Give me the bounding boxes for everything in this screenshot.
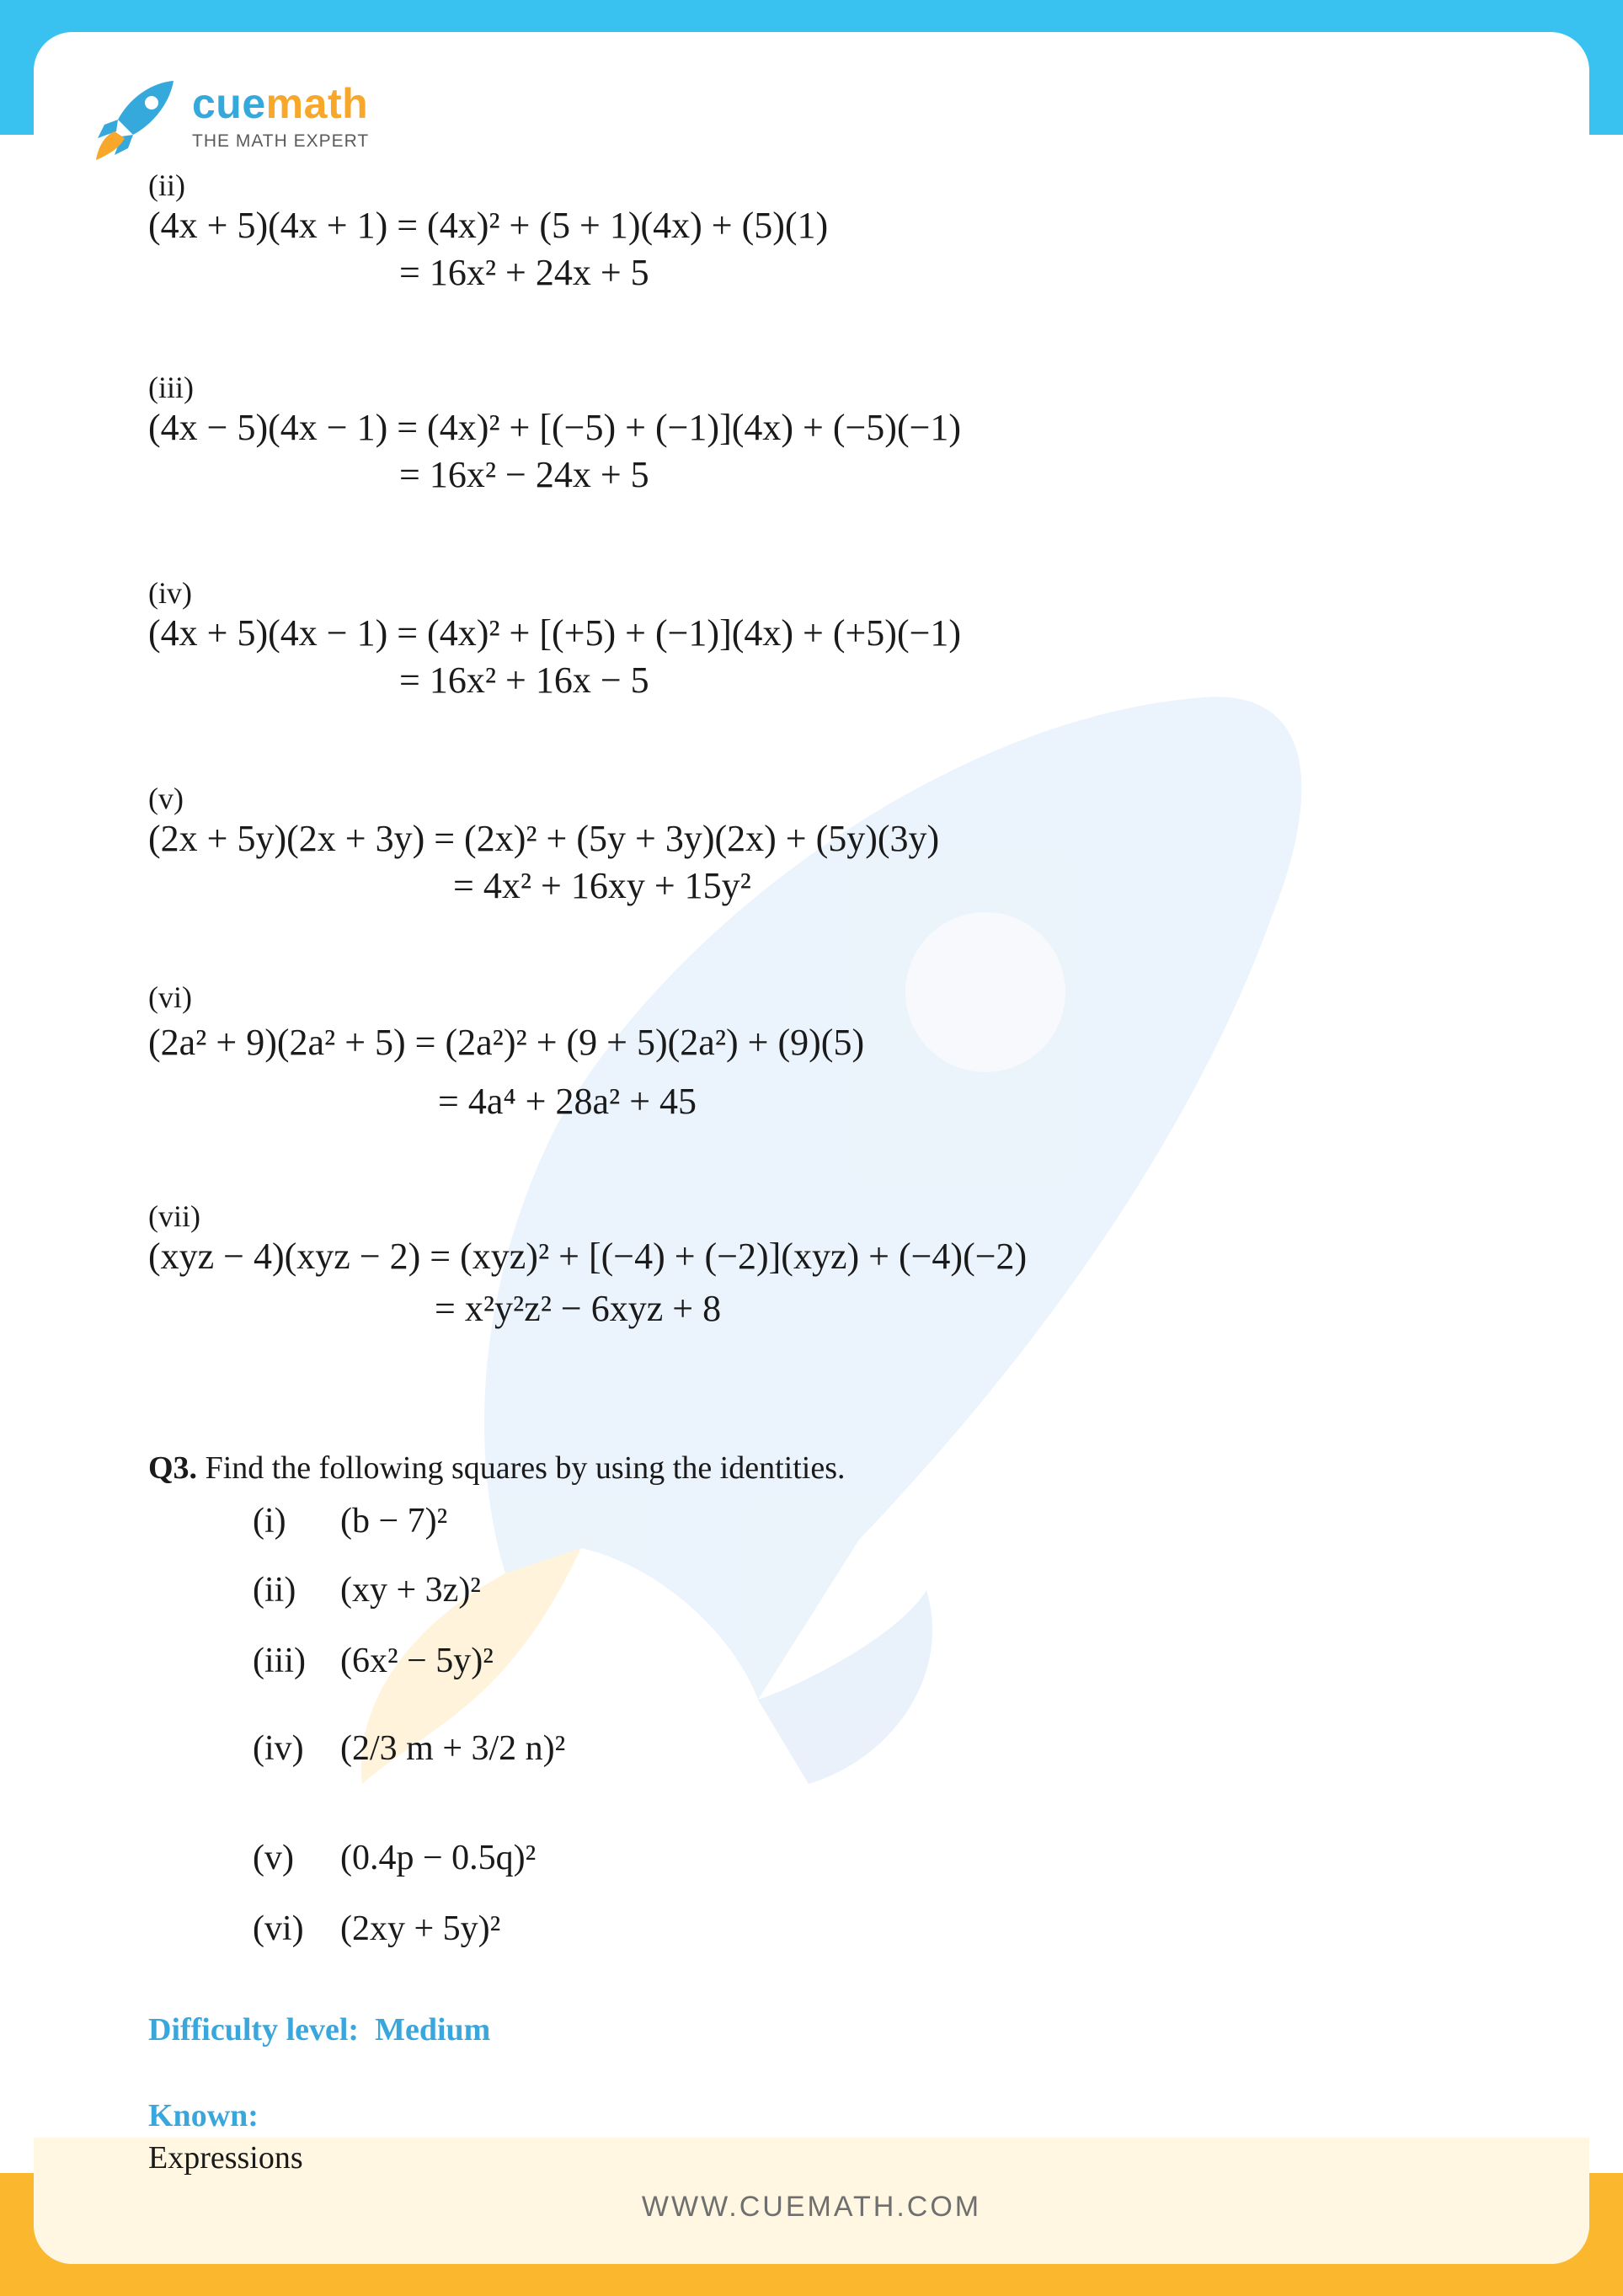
solution-equation: (4x + 5)(4x + 1) = (4x)² + (5 + 1)(4x) + (5)(1) — [148, 205, 829, 246]
part-expression: (6x² − 5y)² — [340, 1642, 494, 1680]
solution-vi — [148, 980, 864, 1125]
solution-vii — [148, 1199, 1027, 1332]
part-label: (vi) — [253, 1909, 304, 1948]
footer-url: WWW.CUEMATH.COM — [641, 2191, 982, 2223]
question-part — [253, 1725, 565, 1772]
solution-v — [148, 782, 939, 910]
solution-iv — [148, 576, 961, 704]
difficulty-level — [148, 2011, 490, 2048]
part-expression: (xy + 3z)² — [340, 1571, 481, 1610]
part-expression: (2/3 m + 3/2 n)² — [340, 1729, 566, 1768]
part-label: (iv) — [253, 1729, 304, 1768]
part-expression: (0.4p − 0.5q)² — [340, 1839, 537, 1877]
cuemath-logo — [93, 77, 379, 162]
question-part — [253, 1905, 500, 1952]
solution-result: = 16x² + 16x − 5 — [399, 659, 649, 701]
question-3 — [148, 1449, 846, 1487]
solution-iii — [148, 371, 961, 499]
question-part — [253, 1567, 481, 1614]
question-part — [253, 1637, 494, 1685]
solution-result: = 4x² + 16xy + 15y² — [453, 865, 751, 906]
solution-label: (v) — [148, 782, 184, 815]
brand-name: cuemath — [192, 80, 369, 127]
question-part — [253, 1498, 447, 1545]
question-number: Q3. — [148, 1450, 198, 1486]
known-value: Expressions — [148, 2140, 303, 2176]
part-label: (i) — [253, 1502, 286, 1540]
solution-equation: (4x + 5)(4x − 1) = (4x)² + [(+5) + (−1)](4x) + (+5)(−1) — [148, 612, 962, 654]
question-part — [253, 1834, 536, 1882]
solution-label: (ii) — [148, 168, 185, 202]
known-heading: Known: — [148, 2098, 259, 2133]
solution-label: (iv) — [148, 576, 192, 610]
solution-label: (vi) — [148, 980, 192, 1014]
solution-equation: (2x + 5y)(2x + 3y) = (2x)² + (5y + 3y)(2x) + (5y)(3y) — [148, 818, 940, 859]
part-label: (v) — [253, 1839, 294, 1877]
solution-label: (vii) — [148, 1199, 200, 1233]
solution-result: = 16x² + 24x + 5 — [399, 252, 649, 293]
solution-result: = 4a⁴ + 28a² + 45 — [438, 1081, 697, 1122]
question-text: Find the following squares by using the identities. — [205, 1450, 846, 1486]
solution-result: = x²y²z² − 6xyz + 8 — [435, 1288, 722, 1329]
solution-ii — [148, 168, 828, 296]
part-label: (iii) — [253, 1642, 306, 1680]
solution-equation: (4x − 5)(4x − 1) = (4x)² + [(−5) + (−1)](4x) + (−5)(−1) — [148, 407, 962, 448]
difficulty-label: Difficulty level: — [148, 2012, 360, 2048]
part-label: (ii) — [253, 1571, 296, 1610]
difficulty-value: Medium — [375, 2012, 491, 2048]
solution-equation: (xyz − 4)(xyz − 2) = (xyz)² + [(−4) + (−2)](xyz) + (−4)(−2) — [148, 1236, 1028, 1277]
part-expression: (2xy + 5y)² — [340, 1909, 501, 1948]
solution-result: = 16x² − 24x + 5 — [399, 454, 649, 495]
solution-equation: (2a² + 9)(2a² + 5) = (2a²)² + (9 + 5)(2a²) + (9)(5) — [148, 1022, 865, 1063]
rocket-logo-icon — [93, 77, 185, 162]
solution-label: (iii) — [148, 371, 194, 404]
part-expression: (b − 7)² — [340, 1502, 448, 1540]
brand-tagline: THE MATH EXPERT — [192, 131, 370, 151]
